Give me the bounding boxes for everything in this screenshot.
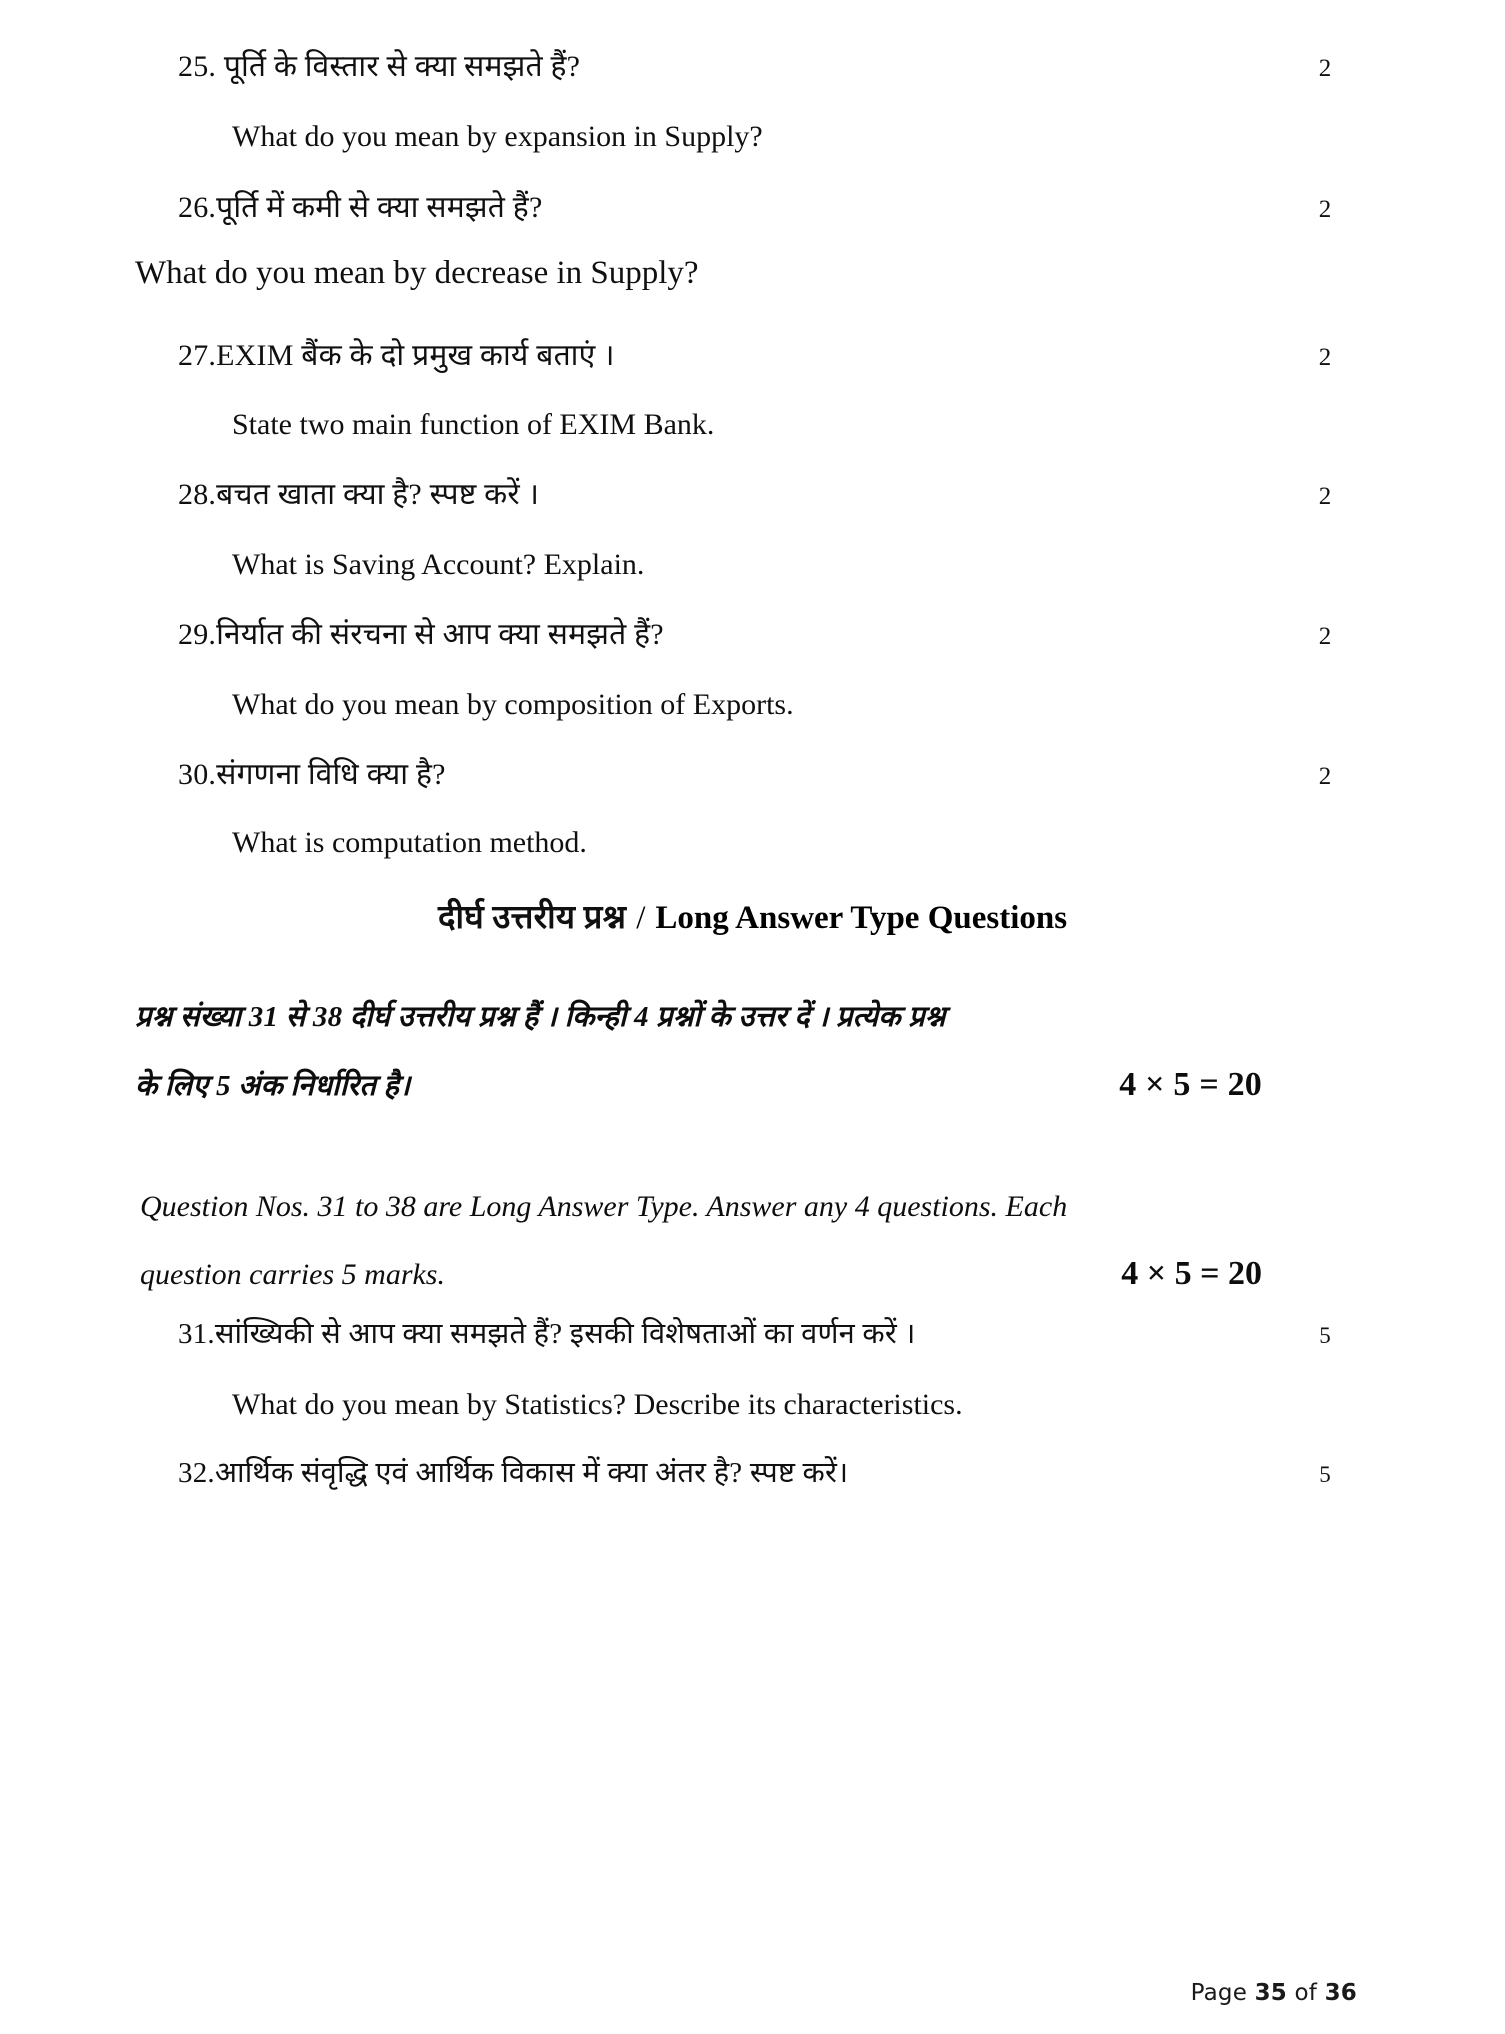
question-row-26 (178, 185, 1355, 226)
footer-middle: of (1286, 1980, 1325, 2006)
footer-current-page: 35 (1254, 1980, 1287, 2006)
question-25-marks: 2 (1318, 55, 1332, 82)
question-28-marks: 2 (1318, 483, 1332, 510)
question-31-number: 31. (178, 1318, 215, 1350)
question-26-hindi (178, 185, 1295, 226)
section-heading-separator: / (636, 900, 646, 936)
question-27-hindi-text: EXIM बैंक के दो प्रमुख कार्य बताएं । (216, 339, 615, 372)
question-31-hindi (178, 1313, 1295, 1352)
question-31-english: What do you mean by Statistics? Describe its characteristics. (232, 1388, 963, 1421)
question-row-25 (178, 44, 1355, 85)
question-28-english: What is Saving Account? Explain. (232, 548, 645, 581)
question-30-hindi (178, 752, 1295, 793)
question-row-27 (178, 333, 1355, 374)
page-footer (1191, 1980, 1357, 2006)
question-26-hindi-text: पूर्ति में कमी से क्या समझते हैं? (216, 191, 543, 224)
question-27-hindi (178, 333, 1295, 374)
instructions-hindi-line2-row (135, 1068, 1380, 1102)
question-28-hindi (178, 472, 1295, 513)
question-29-english: What do you mean by composition of Exports. (232, 688, 794, 721)
instructions-english-marks: 4 × 5 = 20 (1121, 1255, 1262, 1292)
question-26-english: What do you mean by decrease in Supply? (135, 255, 699, 291)
question-25-hindi-text: पूर्ति के विस्तार से क्या समझते हैं? (223, 50, 581, 83)
question-26-number: 26. (178, 191, 217, 224)
instructions-english-line1: Question Nos. 31 to 38 are Long Answer Type. Answer any 4 questions. Each (140, 1190, 1068, 1223)
question-row-32 (178, 1452, 1355, 1491)
footer-prefix: Page (1190, 1980, 1255, 2006)
question-31-marks: 5 (1319, 1323, 1331, 1348)
instructions-english-line2-row (140, 1255, 1380, 1293)
question-32-hindi-text: आर्थिक संवृद्धि एवं आर्थिक विकास में क्या अंतर है? स्पष्ट करें। (214, 1457, 849, 1489)
instructions-hindi-marks: 4 × 5 = 20 (1119, 1066, 1262, 1103)
question-30-hindi-text: संगणना विधि क्या है? (216, 758, 446, 791)
footer-total-pages: 36 (1324, 1980, 1357, 2006)
instructions-hindi-line2: के लिए 5 अंक निर्धारित है। (135, 1070, 411, 1102)
section-heading-english: Long Answer Type Questions (655, 900, 1068, 936)
question-27-english: State two main function of EXIM Bank. (232, 408, 715, 441)
question-25-english: What do you mean by expansion in Supply? (232, 120, 763, 153)
question-32-number: 32. (178, 1457, 215, 1489)
question-27-marks: 2 (1318, 344, 1332, 371)
question-29-marks: 2 (1318, 623, 1332, 650)
question-31-hindi-text: सांख्यिकी से आप क्या समझते हैं? इसकी विशेषताओं का वर्णन करें । (214, 1318, 916, 1350)
question-row-29 (178, 612, 1355, 653)
question-row-28 (178, 472, 1355, 513)
question-30-number: 30. (178, 758, 217, 791)
question-32-marks: 5 (1319, 1462, 1331, 1487)
question-32-hindi (178, 1452, 1295, 1491)
question-row-30 (178, 752, 1355, 793)
question-row-31 (178, 1313, 1355, 1352)
question-29-hindi-text: निर्यात की संरचना से आप क्या समझते हैं? (216, 618, 664, 651)
instructions-hindi-line1: प्रश्न संख्या 31 से 38 दीर्घ उत्तरीय प्रश्न हैं । किन्ही 4 प्रश्नों के उत्तर दें । प्रत्येक प्रश्न (135, 1001, 946, 1033)
question-28-number: 28. (178, 478, 217, 511)
section-heading-hindi: दीर्घ उत्तरीय प्रश्न (437, 900, 627, 936)
question-30-english: What is computation method. (232, 826, 587, 859)
question-25-number: 25. (178, 50, 217, 83)
question-30-marks: 2 (1318, 763, 1332, 790)
instructions-english-line2: question carries 5 marks. (140, 1258, 445, 1291)
question-29-number: 29. (178, 618, 217, 651)
question-25-hindi (178, 44, 1295, 85)
question-26-marks: 2 (1318, 196, 1332, 223)
question-28-hindi-text: बचत खाता क्या है? स्पष्ट करें । (216, 478, 540, 511)
section-heading-long-answer (0, 893, 1505, 938)
question-27-number: 27. (178, 339, 217, 372)
question-29-hindi (178, 612, 1295, 653)
